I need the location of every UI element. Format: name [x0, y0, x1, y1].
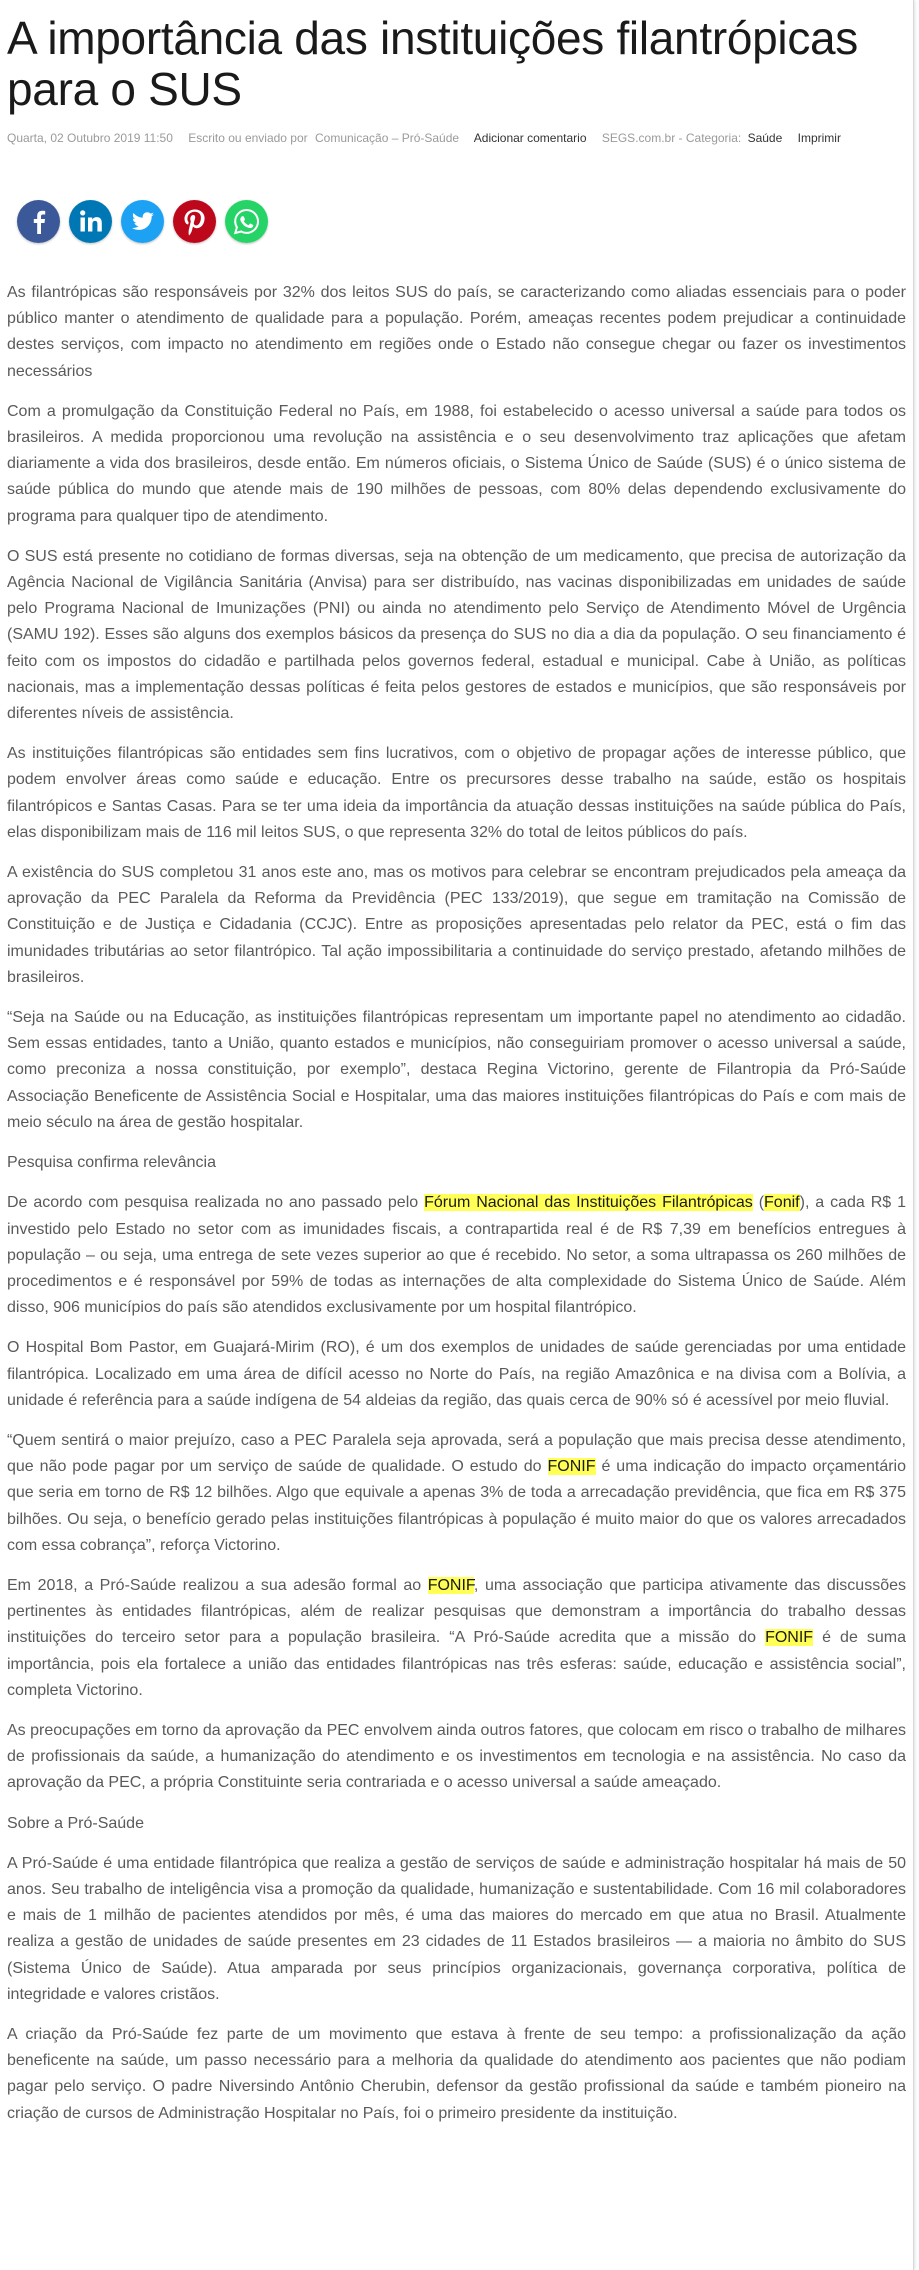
text-run: é uma indicação do impacto orçamentário que seria em torno de R$ 12 bilhões. Algo que equivale a apenas 3% de toda a arrecadação previdência, que fica em R$ 375 bilhões. Ou seja, o benefício gerado pelas instituições filantrópicas à população é muito maior do que os valores arrecadados com essa cobrança”, reforça Victorino. [7, 1458, 906, 1554]
author-name: Comunicação – Pró-Saúde [315, 131, 460, 145]
subheading-research: Pesquisa confirma relevância [7, 1154, 216, 1172]
paragraph-9 [7, 1428, 906, 1559]
text-run: “Quem sentirá o maior prejuízo, caso a PEC Paralela seja aprovada, será a população que mais precisa desse atendimento, que não pode pagar por um serviço de saúde de qualidade. O estudo do [7, 1431, 906, 1476]
facebook-icon [17, 200, 60, 243]
paragraph-12: A Pró-Saúde é uma entidade filantrópica que realiza a gestão de serviços de saúde e administração hospitalar há mais de 50 anos. Seu trabalho de inteligência visa a promoção da qualidade, humanização e sustentabilidade. Com 16 mil colaboradores e mais de 1 milhão de pacientes atendidos por mês, é uma das maiores do mercado em que atua no Brasil. Atualmente realiza a gestão de unidades de saúde presentes em 23 cidades de 11 Estados brasileiros — a maioria no âmbito do SUS (Sistema Único de Saúde). Atua amparada por seus princípios organizacionais, governança corporativa, política de integridade e valores cristãos. [7, 1854, 906, 2003]
highlighted-term: FONIF [427, 1576, 474, 1594]
paragraph-8: O Hospital Bom Pastor, em Guajará-Mirim (RO), é um dos exemplos de unidades de saúde gerenciadas por uma entidade filantrópica. Localizado em uma área de difícil acesso no Norte do País, na região Amazônica e na divisa com a Bolívia, a unidade é referência para a saúde indígena de 54 aldeias da região, das quais cerca de 90% só é acessível por meio fluvial. [7, 1339, 906, 1409]
text-run: é de suma importância, pois ela fortalece a união das entidades filantrópicas nas três esferas: saúde, educação e assistência social”, completa Victorino. [7, 1629, 906, 1699]
paragraph-10 [7, 1573, 906, 1704]
highlighted-term: Fonif [764, 1194, 800, 1212]
social-share-bar [7, 200, 906, 250]
paragraph-7 [7, 1190, 906, 1321]
linkedin-icon [69, 200, 112, 243]
share-linkedin-button[interactable] [69, 200, 112, 243]
publish-date: Quarta, 02 Outubro 2019 11:50 [7, 131, 173, 145]
site-category-prefix: SEGS.com.br - Categoria: [601, 131, 742, 145]
paragraph-4: As instituições filantrópicas são entidades sem fins lucrativos, com o objetivo de propagar ações de interesse público, que podem envolver áreas como saúde e educação. Entre os precursores desse trabalho na saúde, estão os hospitais filantrópicos e Santas Casas. Para se ter uma ideia da importância da atuação dessas instituições na saúde pública do País, elas disponibilizam mais de 116 mil leitos SUS, o que representa 32% do total de leitos públicos do país. [7, 745, 906, 841]
subheading-about: Sobre a Pró-Saúde [7, 1814, 144, 1832]
article-meta [7, 131, 906, 145]
twitter-icon [121, 200, 164, 243]
text-run: De acordo com pesquisa realizada no ano passado pelo [7, 1194, 425, 1212]
text-run: Em 2018, a Pró-Saúde realizou a sua adesão formal ao [7, 1576, 428, 1594]
paragraph-2: Com a promulgação da Constituição Federal no País, em 1988, foi estabelecido o acesso universal a saúde para todos os brasileiros. A medida proporcionou uma revolução na assistência e o seu desenvolvimento traz aplicações que afetam diariamente a vida dos brasileiros, desde então. Em números oficiais, o Sistema Único de Saúde (SUS) é o único sistema de saúde pública do mundo que atende mais de 190 milhões de pessoas, com 80% delas dependendo exclusivamente do programa para qualquer tipo de atendimento. [7, 402, 906, 525]
category-link[interactable]: Saúde [747, 131, 783, 145]
share-twitter-button[interactable] [121, 200, 164, 243]
article-title: A importância das instituições filantrópicas para o SUS [7, 12, 859, 115]
share-pinterest-button[interactable] [173, 200, 216, 243]
highlighted-term: FONIF [547, 1458, 596, 1476]
article-body [7, 280, 906, 2127]
text-run: ), a cada R$ 1 investido pelo Estado no setor com as imunidades fiscais, a contrapartida real é de R$ 7,39 em benefícios entregues à população – ou seja, uma entrega de sete vezes superior ao que é recebido. No setor, a soma ultrapassa os 260 milhões de procedimentos e é responsável por 59% de todas as internações de alta complexidade do Sistema Único de Saúde. Além disso, 906 municípios do país são atendidos exclusivamente por um hospital filantrópico. [7, 1194, 906, 1317]
paragraph-1: As filantrópicas são responsáveis por 32% dos leitos SUS do país, se caracterizando como aliadas essenciais para o poder público manter o atendimento de qualidade para a população. Porém, ameaças recentes podem prejudicar a continuidade destes serviços, com impacto no atendimento em regiões onde o Estado não consegue chegar ou fazer os investimentos necessários [7, 284, 906, 380]
print-link[interactable]: Imprimir [797, 131, 841, 145]
author-prefix: Escrito ou enviado por [188, 131, 308, 145]
whatsapp-icon [225, 200, 268, 243]
share-whatsapp-button[interactable] [225, 200, 268, 243]
add-comment-link[interactable]: Adicionar comentario [473, 131, 587, 145]
highlighted-term: FONIF [765, 1629, 814, 1647]
paragraph-13: A criação da Pró-Saúde fez parte de um movimento que estava à frente de seu tempo: a profissionalização da ação beneficente na saúde, um passo necessário para a melhoria da qualidade do atendimento aos pacientes que não podiam pagar pelo serviço. O padre Niversindo Antônio Cherubin, defensor da gestão profissional da saúde e também pioneiro na criação de cursos de Administração Hospitalar no País, foi o primeiro presidente da instituição. [7, 2025, 906, 2122]
paragraph-5: A existência do SUS completou 31 anos este ano, mas os motivos para celebrar se encontram prejudicados pela ameaça da aprovação da PEC Paralela da Reforma da Previdência (PEC 133/2019), que segue em tramitação na Comissão de Constituição e de Justiça e Cidadania (CCJC). Entre as proposições apresentadas pelo relator da PEC, está o fim das imunidades tributárias ao setor filantrópico. Tal ação impossibilitaria a continuidade do serviço prestado, afetando milhões de brasileiros. [7, 864, 906, 986]
highlighted-term: Fórum Nacional das Instituições Filantrópicas [424, 1194, 753, 1212]
paragraph-6: “Seja na Saúde ou na Educação, as instituições filantrópicas representam um importante papel no atendimento ao cidadão. Sem essas entidades, tanto a União, quanto estados e municípios, não conseguiriam promover o acesso universal a saúde, como preconiza a nossa constituição, por exemplo”, destaca Regina Victorino, gerente de Filantropia da Pró-Saúde Associação Beneficente de Assistência Social e Hospitalar, uma das maiores instituições filantrópicas do País e com mais de meio século na área de gestão hospitalar. [7, 1009, 906, 1131]
paragraph-3: O SUS está presente no cotidiano de formas diversas, seja na obtenção de um medicamento, que precisa de autorização da Agência Nacional de Vigilância Sanitária (Anvisa) para ser distribuído, nas vacinas disponibilizadas em unidades de saúde pelo Programa Nacional de Imunizações (PNI) ou ainda no atendimento pelo Serviço de Atendimento Móvel de Urgência (SAMU 192). Esses são alguns dos exemplos básicos da presença do SUS no dia a dia da população. O seu financiamento é feito com os impostos do cidadão e partilhada pelos governos federal, estadual e municipal. Cabe à União, as políticas nacionais, mas a implementação dessas políticas é feita pelos gestores de estados e municípios, que são responsáveis por diferentes níveis de assistência. [7, 547, 906, 723]
share-facebook-button[interactable] [17, 200, 60, 243]
pinterest-icon [173, 200, 216, 243]
text-run: ( [752, 1194, 765, 1212]
paragraph-11: As preocupações em torno da aprovação da PEC envolvem ainda outros fatores, que colocam em risco o trabalho de milhares de profissionais da saúde, a humanização do atendimento e os investimentos em tecnologia e na assistência. No caso da aprovação da PEC, a própria Constituinte seria contrariada e o acesso universal a saúde ameaçado. [7, 1721, 906, 1792]
text-run: , uma associação que participa ativamente das discussões pertinentes às entidades filantrópicas, além de realizar pesquisas que demonstram a importância do trabalho dessas instituições do terceiro setor para a população brasileira. “A Pró-Saúde acredita que a missão do [7, 1576, 906, 1647]
